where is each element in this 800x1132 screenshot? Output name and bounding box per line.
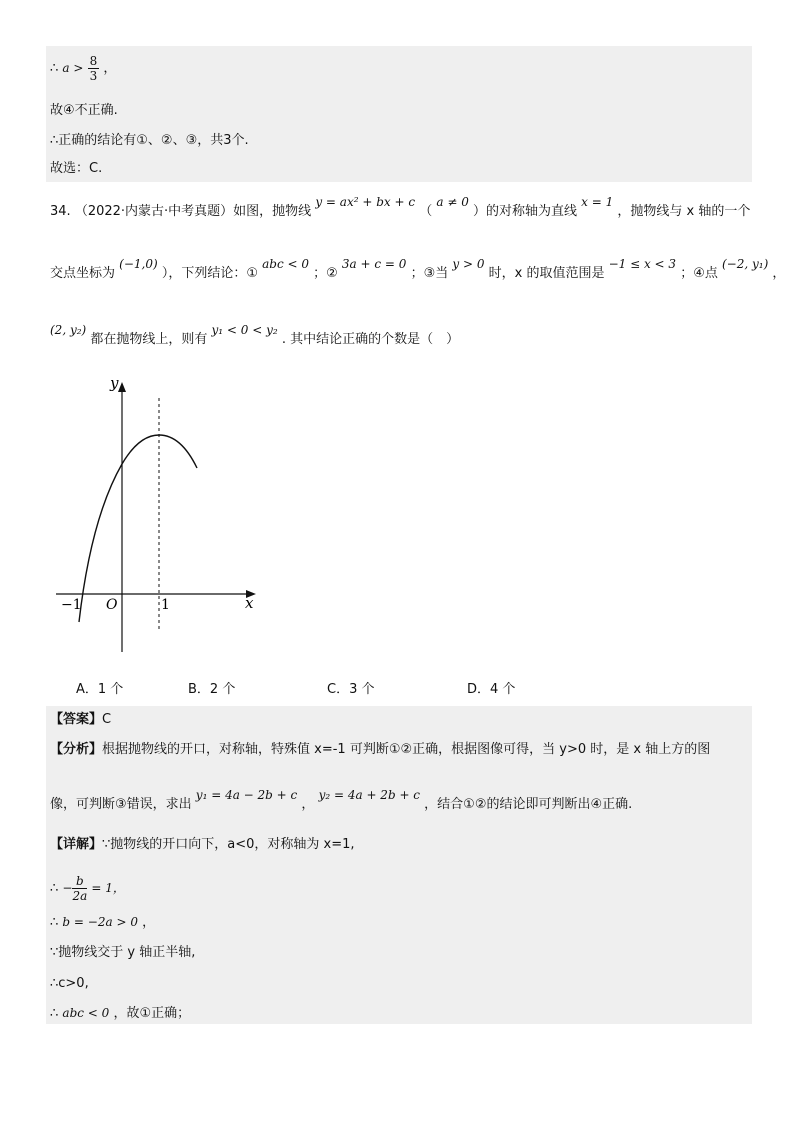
option-c[interactable]: C．3 个 bbox=[327, 682, 375, 697]
top-line-2: 故④不正确. bbox=[50, 103, 118, 118]
tick-1-label: 1 bbox=[161, 597, 170, 613]
answer-label: 【答案】 bbox=[50, 712, 103, 727]
detail-line-3: ∴ b = −2a > 0 ， bbox=[50, 915, 156, 930]
analysis-line-1: 【分析】根据抛物线的开口，对称轴，特殊值 x=-1 可判断①②正确，根据图像可得，当 y>0 时，是 x 轴上方的图 bbox=[50, 742, 711, 757]
question-line-3: (2, y₂) 都在抛物线上，则有 y₁ < 0 < y₂ . 其中结论正确的个数是（ ） bbox=[50, 323, 460, 347]
x-label: x bbox=[245, 594, 254, 612]
y-label: y bbox=[110, 374, 119, 392]
option-b[interactable]: B．2 个 bbox=[188, 682, 236, 697]
top-line-1: ∴ a > $\frac{8}{3}$ ， bbox=[50, 54, 117, 83]
top-line-3: ∴正确的结论有①、②、③，共3个. bbox=[50, 133, 249, 148]
detail-label: 【详解】 bbox=[50, 837, 103, 852]
top-shaded-block bbox=[46, 46, 752, 182]
detail-line-5: ∴c>0, bbox=[50, 976, 89, 991]
question-line-1: 34. （2022·内蒙古·中考真题）如图，抛物线 y = ax² + bx + c （ a ≠ 0 ）的对称轴为直线 x = 1 ，抛物线与 x 轴的一个 bbox=[50, 195, 751, 219]
option-d[interactable]: D．4 个 bbox=[467, 682, 516, 697]
parabola-svg bbox=[50, 368, 270, 658]
option-a[interactable]: A．1 个 bbox=[76, 682, 124, 697]
answer-value: C bbox=[102, 712, 112, 727]
analysis-label: 【分析】 bbox=[50, 742, 103, 757]
top-line-4: 故选：C. bbox=[50, 161, 103, 176]
origin-label: O bbox=[106, 597, 118, 613]
y-axis-arrow bbox=[118, 382, 126, 392]
fraction: $\frac{8}{3}$ bbox=[89, 54, 98, 83]
detail-line-6: ∴ abc < 0 ，故①正确； bbox=[50, 1006, 191, 1021]
parabola-graph bbox=[50, 368, 270, 662]
detail-line-2: ∴ − $\frac{b}{2a}$ = 1， bbox=[50, 874, 125, 903]
question-line-2: 交点坐标为 (−1,0) ），下列结论：① abc < 0 ；② 3a + c = 0 ；③当 y > 0 时，x 的取值范围是 −1 ≤ x < 3 ；④点 (−2, y₁) ， bbox=[50, 257, 786, 281]
tick-neg1-label: −1 bbox=[61, 597, 82, 613]
detail-line-4: ∵抛物线交于 y 轴正半轴, bbox=[50, 945, 196, 960]
detail-line-1: 【详解】∵抛物线的开口向下，a<0，对称轴为 x=1, bbox=[50, 837, 355, 852]
answer-line bbox=[50, 711, 111, 729]
fraction: $\frac{b}{2a}$ bbox=[72, 874, 88, 903]
analysis-line-2: 像，可判断③错误，求出 y₁ = 4a − 2b + c ， y₂ = 4a + 2b + c ，结合①②的结论即可判断出④正确. bbox=[50, 788, 633, 812]
question-number: 34. bbox=[50, 204, 71, 219]
